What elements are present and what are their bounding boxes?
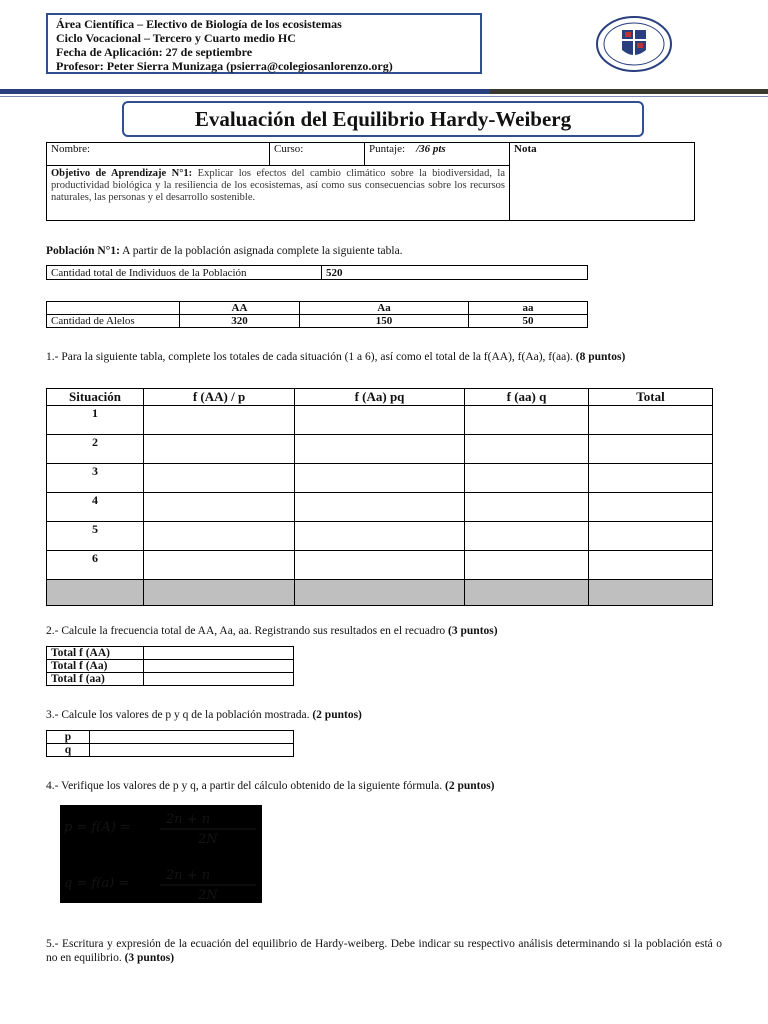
header-line-fecha: Fecha de Aplicación: 27 de septiembre [56, 45, 253, 59]
poblacion-label: Población N°1: [46, 245, 120, 257]
question-4-points: (2 puntos) [444, 780, 495, 792]
answer-cell[interactable] [465, 493, 589, 522]
total-individuos-value: 520 [322, 266, 588, 280]
situacion-table [46, 388, 713, 606]
page-title: Evaluación del Equilibrio Hardy-Weiberg [122, 101, 644, 137]
answer-cell[interactable] [465, 580, 589, 606]
question-3 [46, 708, 726, 722]
alelos-value-Aa: 150 [300, 315, 469, 328]
answer-cell[interactable] [144, 435, 295, 464]
answer-cell[interactable] [465, 435, 589, 464]
situacion-number: 5 [47, 522, 144, 551]
answer-cell[interactable] [465, 464, 589, 493]
alelos-value-aa: 50 [469, 315, 588, 328]
poblacion-total-table [46, 265, 588, 280]
question-3-text: 3.- Calcule los valores de p y q de la población mostrada. [46, 709, 310, 721]
svg-text:2N: 2N [198, 888, 218, 903]
situacion-number: 6 [47, 551, 144, 580]
question-2-points: (3 puntos) [448, 625, 498, 637]
answer-cell[interactable] [144, 406, 295, 435]
header-line-profesor: Profesor: Peter Sierra Munizaga (psierra@colegiosanlorenzo.org) [56, 59, 393, 73]
alelos-value-AA: 320 [180, 315, 300, 328]
q-label: q [47, 744, 90, 757]
answer-cell[interactable] [589, 580, 713, 606]
table-row [47, 493, 713, 522]
poblacion-text: A partir de la población asignada complete la siguiente tabla. [122, 245, 403, 257]
question-5-text: 5.- Escritura y expresión de la ecuación del equilibrio de Hardy-weiberg. Debe indicar su respectivo análisis determinando si la población está o no en equilibrio. [46, 938, 722, 964]
formula-image [60, 805, 262, 903]
answer-cell[interactable] [295, 522, 465, 551]
answer-cell[interactable] [144, 647, 294, 660]
question-2 [46, 624, 726, 638]
answer-cell[interactable] [144, 673, 294, 686]
total-header: Total [589, 389, 713, 406]
alelos-row-label: Cantidad de Alelos [47, 315, 180, 328]
question-1-points: (8 puntos) [575, 351, 626, 363]
fAA-header: f (AA) / p [144, 389, 295, 406]
answer-cell[interactable] [90, 731, 294, 744]
nota-field[interactable] [510, 143, 695, 221]
situacion-number: 1 [47, 406, 144, 435]
table-row [47, 551, 713, 580]
total-individuos-label: Cantidad total de Individuos de la Población [47, 266, 322, 280]
answer-cell[interactable] [465, 406, 589, 435]
header-divider-line [0, 96, 768, 97]
table-row [47, 406, 713, 435]
puntaje-value: /36 pts [416, 143, 446, 155]
answer-cell[interactable] [144, 522, 295, 551]
totals-row [47, 580, 713, 606]
total-faa-label: Total f (aa) [47, 673, 144, 686]
answer-cell[interactable] [144, 660, 294, 673]
answer-cell[interactable] [589, 464, 713, 493]
header-divider-bar-accent [490, 89, 768, 94]
question-2-text: 2.- Calcule la frecuencia total de AA, Aa, aa. Registrando sus resultados en el recuadro [46, 625, 446, 637]
poblacion-instructions [46, 244, 726, 258]
svg-text:p = f(A) =: p = f(A) = [64, 820, 131, 835]
objetivo-cell [47, 166, 510, 221]
total-fAA-label: Total f (AA) [47, 647, 144, 660]
total-fAa-label: Total f (Aa) [47, 660, 144, 673]
fAa-header: f (Aa) pq [295, 389, 465, 406]
answer-cell[interactable] [589, 493, 713, 522]
answer-cell[interactable] [144, 551, 295, 580]
question-1-text: 1.- Para la siguiente tabla, complete los totales de cada situación (1 a 6), así como el total de la f(AA), f(Aa), f(aa). [46, 351, 573, 363]
nombre-label: Nombre: [51, 143, 91, 155]
question-5 [46, 937, 722, 965]
svg-text:2N: 2N [198, 832, 218, 847]
answer-cell[interactable] [144, 493, 295, 522]
table-row [47, 435, 713, 464]
situacion-header: Situación [47, 389, 144, 406]
answer-cell[interactable] [295, 464, 465, 493]
answer-cell[interactable] [295, 493, 465, 522]
nota-label: Nota [514, 143, 537, 155]
alelos-header-Aa: Aa [300, 302, 469, 315]
answer-cell[interactable] [295, 435, 465, 464]
school-crest-icon [596, 16, 672, 72]
header-info-box [46, 13, 482, 74]
objetivo-text: Explicar los efectos del cambio climático sobre la biodiversidad, la productividad biológica y la resiliencia de los ecosistemas, así como sus consecuencias sobre los recursos naturales, las personas y el desarrollo sostenible. [51, 168, 506, 203]
table-row [47, 464, 713, 493]
question-3-points: (2 puntos) [312, 709, 362, 721]
alelos-header-AA: AA [180, 302, 300, 315]
answer-cell[interactable] [144, 580, 295, 606]
situacion-number: 3 [47, 464, 144, 493]
svg-text:q = f(a) =: q = f(a) = [64, 876, 130, 891]
header-line-ciclo: Ciclo Vocacional – Tercero y Cuarto medio HC [56, 31, 296, 45]
answer-cell[interactable] [465, 551, 589, 580]
situacion-number: 2 [47, 435, 144, 464]
answer-cell[interactable] [589, 551, 713, 580]
question-4 [46, 779, 726, 793]
question-4-text: 4.- Verifique los valores de p y q, a partir del cálculo obtenido de la siguiente fórmula. [46, 780, 443, 792]
header-line-area: Área Científica – Electivo de Biología de los ecosistemas [56, 17, 342, 31]
alelos-table [46, 301, 588, 328]
answer-cell[interactable] [589, 522, 713, 551]
answer-cell[interactable] [295, 406, 465, 435]
question-5-points: (3 puntos) [124, 952, 175, 964]
p-label: p [47, 731, 90, 744]
answer-cell[interactable] [295, 551, 465, 580]
answer-cell[interactable] [465, 522, 589, 551]
answer-cell[interactable] [589, 406, 713, 435]
puntaje-label: Puntaje: [369, 143, 406, 155]
student-info-table [46, 142, 695, 221]
curso-label: Curso: [274, 143, 304, 155]
answer-cell[interactable] [90, 744, 294, 757]
puntaje-field[interactable] [365, 143, 510, 166]
nombre-field[interactable] [47, 143, 270, 166]
question-1 [46, 350, 714, 364]
alelos-header-aa: aa [469, 302, 588, 315]
svg-text:2n + n: 2n + n [166, 868, 211, 883]
faa-header: f (aa) q [465, 389, 589, 406]
situacion-number: 4 [47, 493, 144, 522]
svg-text:2n + n: 2n + n [166, 812, 211, 827]
answer-cell[interactable] [144, 464, 295, 493]
answer-cell[interactable] [295, 580, 465, 606]
frequency-totals-table [46, 646, 294, 686]
objetivo-label: Objetivo de Aprendizaje N°1: [51, 168, 193, 179]
pq-table [46, 730, 294, 757]
table-row [47, 522, 713, 551]
curso-field[interactable] [270, 143, 365, 166]
answer-cell[interactable] [589, 435, 713, 464]
